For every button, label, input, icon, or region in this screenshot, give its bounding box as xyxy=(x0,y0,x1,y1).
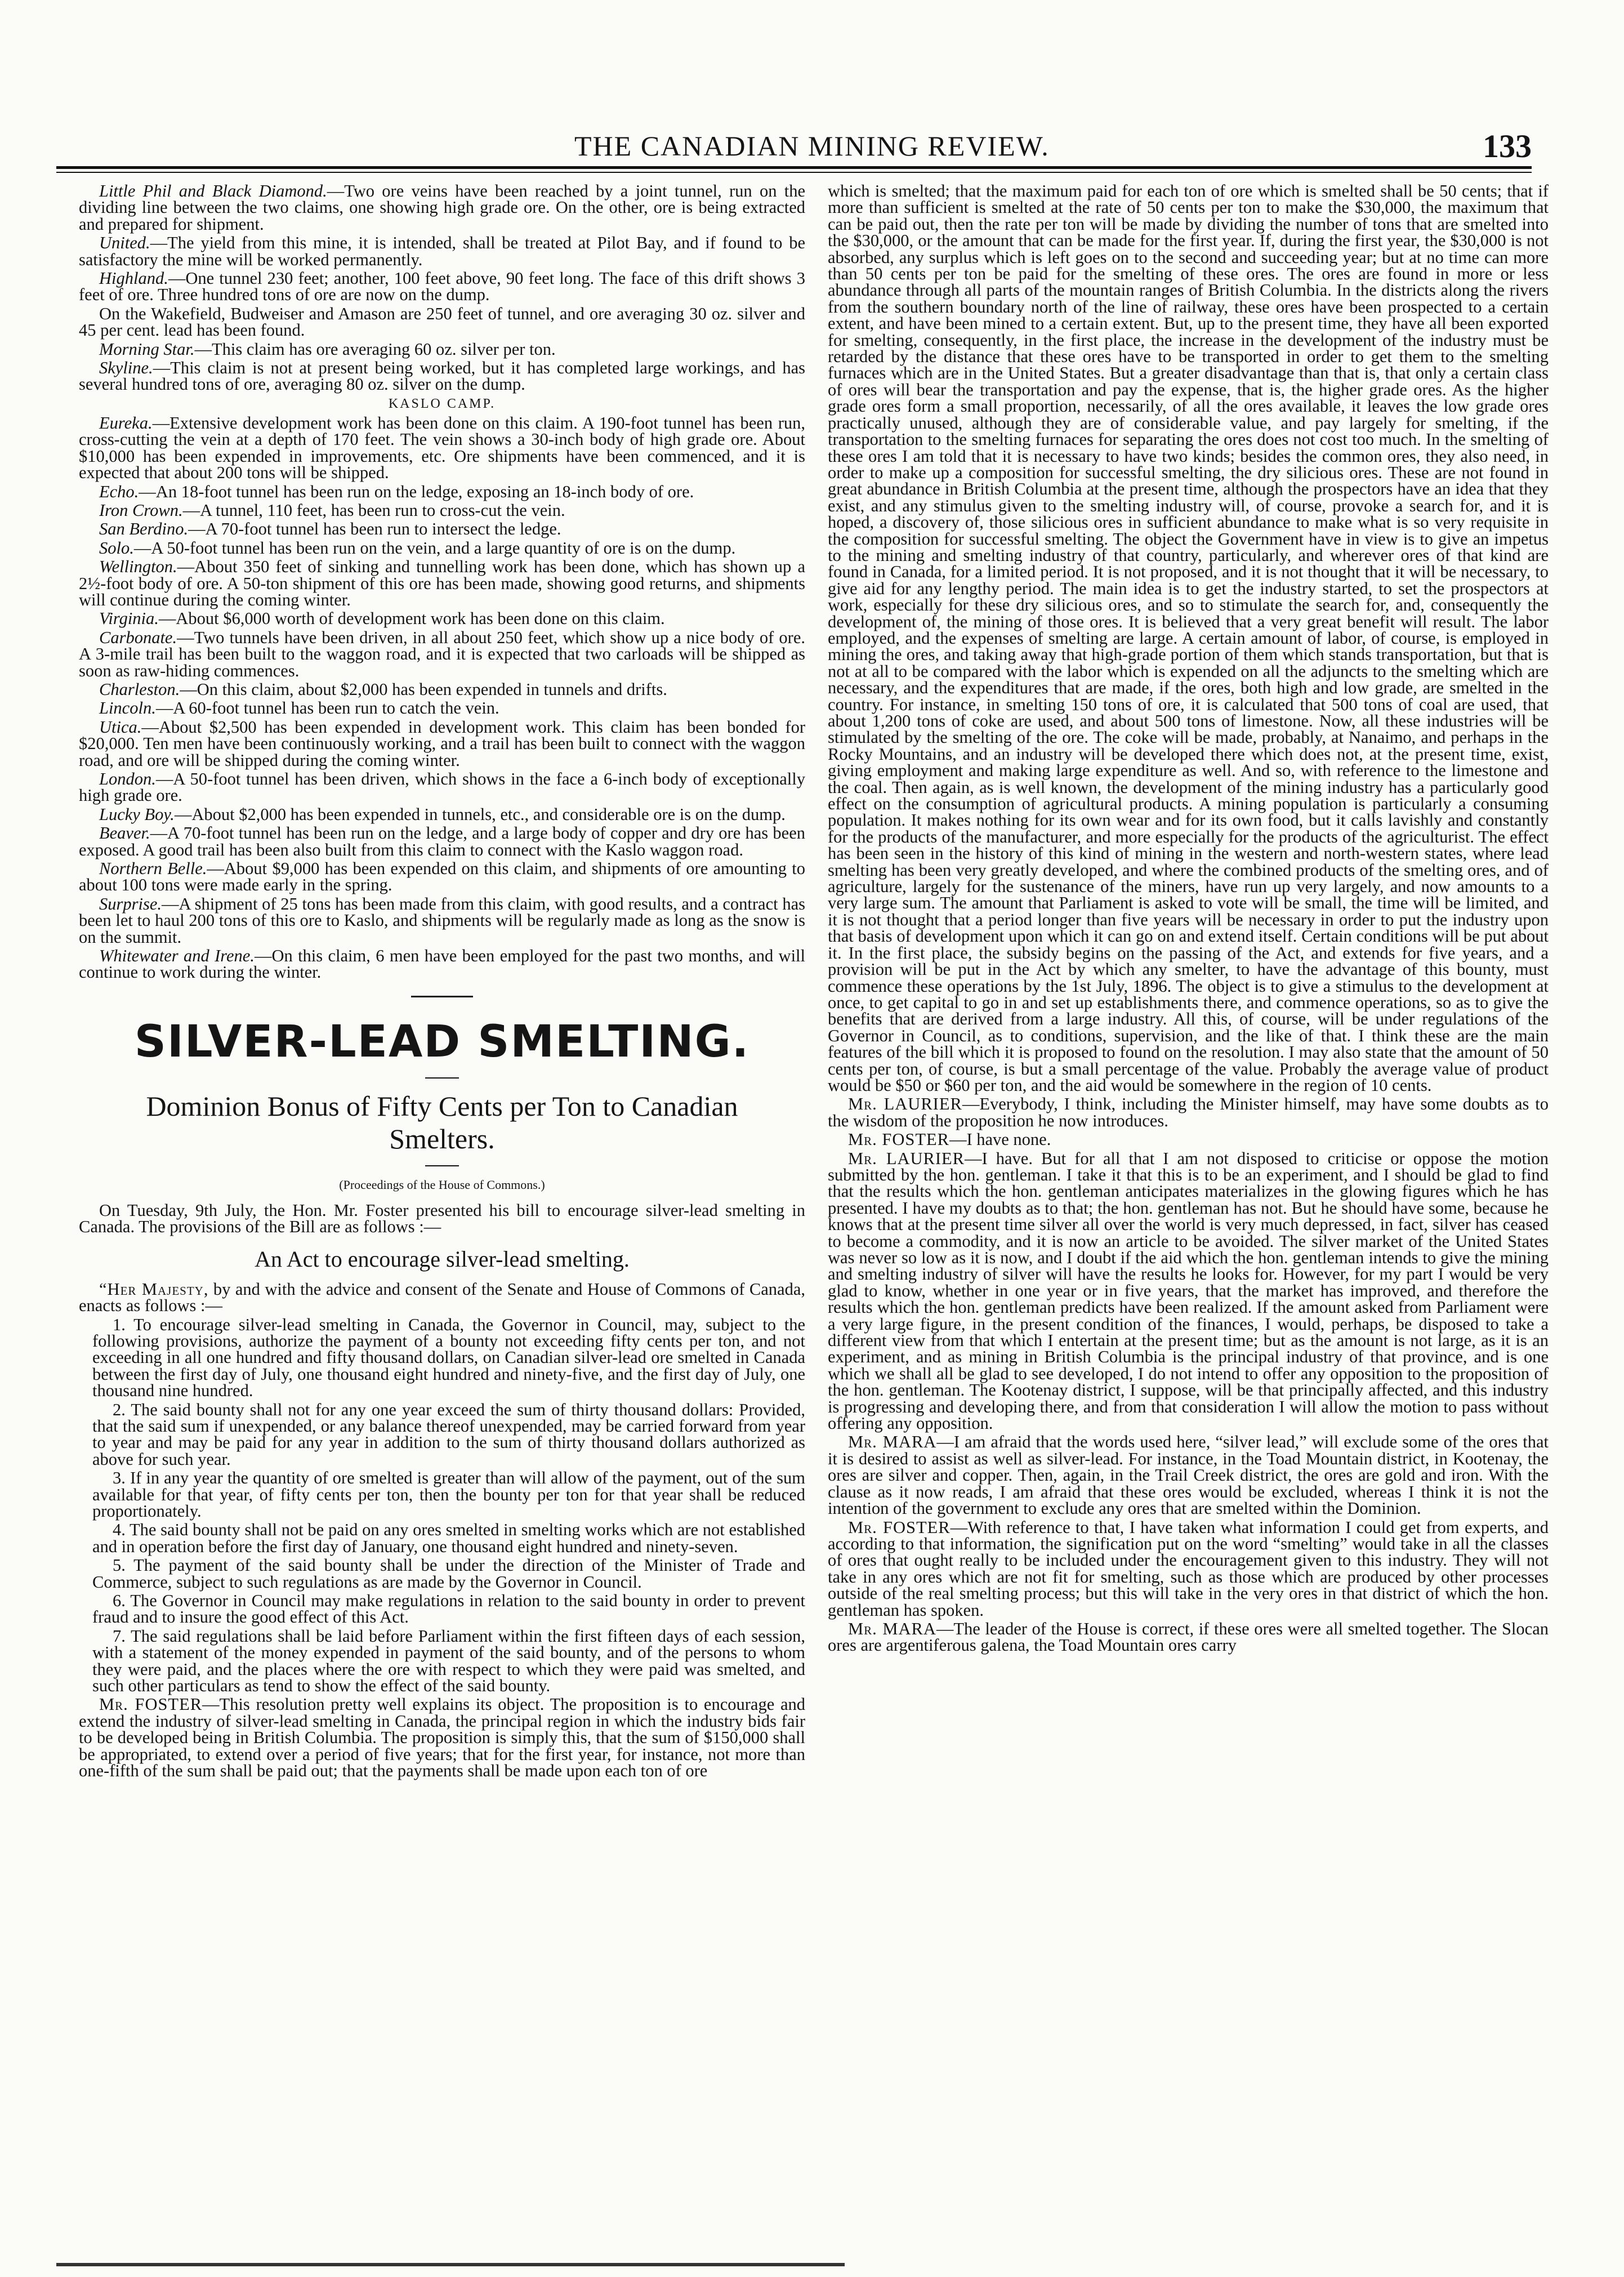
act-clause: 6. The Governor in Council may make regulations in relation to the said bounty in order to prevent fraud and to insure the good effect of this Act. xyxy=(92,1591,805,1627)
speaker-name: Mr. FOSTER xyxy=(848,1130,949,1149)
claim-text: —A 50-foot tunnel has been run on the vein, and a large quantity of ore is on the dump. xyxy=(133,538,736,558)
claim-text: —About 350 feet of sinking and tunnelling work has been done, which has shown up a 2½-foot body of ore. A 50-ton shipment of this ore has been made, showing good returns, and shipments will continue during the coming winter. xyxy=(79,557,805,609)
claim-text: —A 70-foot tunnel has been run on the ledge, and a large body of copper and dry ore has been exposed. A good trail has been also built from this claim to connect with the Kaslo waggon road. xyxy=(79,823,805,859)
claim-text: —Two tunnels have been driven, in all about 250 feet, which show up a nice body of ore. A 3-mile trail has been built to the waggon road, and it is expected that two carloads will be shipped as soon as raw-hiding commences. xyxy=(79,627,805,680)
foster-speech xyxy=(79,1696,805,1779)
header-rule-thick xyxy=(56,166,1532,169)
claim-name: Charleston. xyxy=(99,679,180,699)
claim-paragraph xyxy=(79,611,805,627)
section-title: SILVER-LEAD SMELTING. xyxy=(134,1016,750,1067)
claim-paragraph xyxy=(79,270,805,304)
claim-name: Surprise. xyxy=(99,894,162,914)
left-column xyxy=(79,183,805,2233)
claim-name: Northern Belle. xyxy=(99,859,207,879)
claim-paragraph xyxy=(79,700,805,716)
header-rule-thin xyxy=(56,172,1532,173)
footer-rule xyxy=(56,2263,845,2266)
speech-text: —I have none. xyxy=(949,1130,1051,1149)
claim-paragraph xyxy=(79,861,805,894)
claim-text: —A 60-foot tunnel has been run to catch the vein. xyxy=(155,698,499,718)
claim-paragraph xyxy=(79,825,805,858)
speaker-name: Mr. LAURIER xyxy=(848,1148,965,1168)
claim-name: Echo. xyxy=(99,482,139,501)
claim-name: Lucky Boy. xyxy=(99,804,175,824)
right-column xyxy=(828,183,1549,2233)
claim-paragraph xyxy=(79,341,805,358)
claim-name: San Berdino. xyxy=(99,519,189,539)
claim-name: Utica. xyxy=(99,717,142,737)
speech-text: —With reference to that, I have taken what information I could get from experts, and according to that information, the signification put on the word “smelting” would take in all the classes of ores that ought really to be included under the encouragement given to this industry. They will not take in any ores which are not fit for smelting, such as those which are produced by other processes outside of the real smelting process; but this will take in the very ores in that district of which the hon. gentleman has spoken. xyxy=(828,1517,1549,1620)
claim-name: Whitewater and Irene. xyxy=(99,946,255,966)
debate-paragraph xyxy=(828,1096,1549,1129)
claim-paragraph xyxy=(79,415,805,482)
claims-list-a xyxy=(79,183,805,393)
section-divider xyxy=(411,996,473,997)
claim-text: —About $2,500 has been expended in development work. This claim has been bonded for $20,000. Ten men have been continuously working, and a trail has been built to connect with the waggon road, and ore will be shipped during the coming winter. xyxy=(79,717,805,770)
claim-paragraph xyxy=(79,806,805,823)
preamble-lead: “Her Majesty, xyxy=(99,1279,209,1299)
claim-paragraph xyxy=(79,627,805,680)
claim-text: —The yield from this mine, it is intended, shall be treated at Pilot Bay, and if found to be satisfactory the mine will be worked permanently. xyxy=(79,233,805,269)
kaslo-camp-heading: KASLO CAMP. xyxy=(388,396,496,411)
page-number: 133 xyxy=(1483,128,1532,164)
speech-text: —I am afraid that the words used here, “silver lead,” will exclude some of the ores that it is desired to assist as well as silver-lead. For instance, in the Toad Mountain district, in Kootenay, the ores are silver and copper. Then, again, in the Trail Creek district, the ores are gold and iron. With the clause as it now reads, I am afraid that these ores would be excluded, whereas I think it is not the intention of the government to exclude any ores that are smelted within the Dominion. xyxy=(828,1432,1549,1518)
speaker-name: Mr. FOSTER xyxy=(848,1517,951,1537)
claim-text: —Extensive development work has been done on this claim. A 190-foot tunnel has been run, cross-cutting the vein at a depth of 170 feet. The vein shows a 30-inch body of high grade ore. About $10,000 has been expended in improvements, etc. Ore shipments have been commenced, and it is expected that about 200 tons will be shipped. xyxy=(79,413,805,483)
claim-name: London. xyxy=(99,769,156,788)
act-clauses xyxy=(79,1314,805,1696)
claim-paragraph xyxy=(79,896,805,946)
claim-name: Lincoln. xyxy=(99,698,156,718)
claim-paragraph xyxy=(79,521,805,537)
claim-name: Iron Crown. xyxy=(99,500,183,520)
debate-paragraph xyxy=(828,1434,1549,1517)
claim-name: United. xyxy=(99,233,150,253)
claim-name: Morning Star. xyxy=(99,339,195,359)
claim-text: —An 18-foot tunnel has been run on the ledge, exposing an 18-inch body of ore. xyxy=(139,482,694,501)
intro-paragraph: On Tuesday, 9th July, the Hon. Mr. Foster presented his bill to encourage silver-lead smelting in Canada. The provisions of the Bill are as follows :— xyxy=(79,1200,805,1237)
claim-name: Eureka. xyxy=(99,413,153,433)
claim-paragraph xyxy=(79,235,805,268)
claim-paragraph xyxy=(79,183,805,233)
claim-name: Wellington. xyxy=(99,557,177,577)
article-subtitle: Dominion Bonus of Fifty Cents per Ton to Canadian Smelters. xyxy=(146,1090,738,1155)
claim-paragraph xyxy=(79,948,805,981)
claim-paragraph xyxy=(79,771,805,804)
claim-name: Skyline. xyxy=(99,358,153,378)
act-clause: 3. If in any year the quantity of ore smelted is greater than will allow of the payment, out of the sum available for that year, of fifty cents per ton, then the bounty per ton for that year shall be reduced proportionately. xyxy=(92,1468,805,1521)
claim-text: —About $9,000 has been expended on this claim, and shipments of ore amounting to about 100 tons were made early in the spring. xyxy=(79,859,805,895)
claim-paragraph xyxy=(79,559,805,608)
proceedings-note: (Proceedings of the House of Commons.) xyxy=(339,1177,545,1192)
speaker-name: Mr. LAURIER xyxy=(848,1094,962,1114)
subtitle-rule xyxy=(425,1165,459,1166)
claim-text: —Two ore veins have been reached by a joint tunnel, run on the dividing line between the two claims, one showing high grade ore. On the other, ore is being extracted and prepared for shipment. xyxy=(79,183,805,234)
speech-text: —I have. But for all that I am not disposed to criticise or oppose the motion submitted by the hon. gentleman. I take it that this is to be an experiment, and I should be glad to find that the results which the hon. gentleman anticipates materializes in the glowing figures which he has presented. I have my doubts as to that; the hon. gentleman has not. But he should have some, because he knows that at the present time silver all over the world is very much depressed, in fact, silver has ceased to become a commodity, and it is now an article to be avoided. The silver market of the United States was never so low as it is now, and I doubt if the aid which the hon. gentleman intends to give the mining and smelting industry of silver will have the results he looks for. However, for my part I would be very glad to know, whether in one year or in five years, that the market has improved, and therefore the results which the hon. gentleman predicts have been realized. If the amount asked from Parliament were a very large figure, in the present condition of the finances, I would, perhaps, be disposed to take a different view from that which I entertain at the present time; but as the amount is not large, as it is an experiment, and as mining in British Columbia is the principal industry of that province, and is one which we shall all be glad to see developed, I do not intend to offer any opposition to the proposition of the hon. gentleman. The Kootenay district, I suppose, will be that principally affected, and this industry is progressing and developing there, and from that consideration I will allow the motion to pass without offering any opposition. xyxy=(828,1148,1549,1433)
speech-text: —Everybody, I think, including the Minister himself, may have some doubts as to the wisdom of the proposition he now introduces. xyxy=(828,1094,1549,1130)
speech-text: —This resolution pretty well explains its object. The proposition is to encourage and extend the industry of silver-lead smelting in Canada, the principal region in which the industry bids fair to be developed being in British Columbia. The proposition is simply this, that the sum of $150,000 shall be appropriated, to extend over a period of five years; that for the first year, for instance, not more than one-fifth of the sum shall be paid out; that the payments shall be made upon each ton of ore xyxy=(79,1695,805,1781)
running-head: THE CANADIAN MINING REVIEW. xyxy=(574,130,1050,162)
claim-text: —One tunnel 230 feet; another, 100 feet above, 90 feet long. The face of this drift shows 3 feet of ore. Three hundred tons of ore are now on the dump. xyxy=(79,269,805,305)
speaker-name: Mr. MARA xyxy=(848,1432,937,1452)
debate-exchanges xyxy=(828,1096,1549,1654)
claim-text: —This claim has ore averaging 60 oz. silver per ton. xyxy=(194,339,556,359)
act-preamble xyxy=(79,1281,805,1314)
claim-paragraph xyxy=(79,540,805,556)
claim-paragraph xyxy=(79,360,805,393)
claim-name: Solo. xyxy=(99,538,134,558)
claim-text: —About $2,000 has been expended in tunnels, etc., and considerable ore is on the dump. xyxy=(174,804,786,824)
act-title: An Act to encourage silver-lead smelting. xyxy=(255,1246,630,1272)
claim-text: —A tunnel, 110 feet, has been run to cross-cut the vein. xyxy=(182,500,565,520)
claim-paragraph xyxy=(79,502,805,519)
debate-paragraph xyxy=(828,1517,1549,1620)
claim-text: On the Wakefield, Budweiser and Amason are 250 feet of tunnel, and ore averaging 30 oz. silver and 45 per cent. lead has been found. xyxy=(79,304,805,340)
act-clause: 7. The said regulations shall be laid before Parliament within the first fifteen days of each session, with a statement of the money expended in payment of the said bounty, and of the persons to whom they were paid, and the places where the ore with respect to which they were paid was smelted, and such other particulars as tend to show the effect of the said bounty. xyxy=(92,1626,805,1696)
act-clause: 1. To encourage silver-lead smelting in Canada, the Governor in Council, may, subject to the following provisions, authorize the payment of a bounty not exceeding fifty cents per ton, and not exceeding in all one hundred and fifty thousand dollars, on Canadian silver-lead ore smelted in Canada between the first day of July, one thousand eight hundred and ninety-five, and the first day of July, one thousand nine hundred. xyxy=(92,1314,805,1401)
claim-text: —A 50-foot tunnel has been driven, which shows in the face a 6-inch body of exceptionally high grade ore. xyxy=(79,769,805,805)
claim-text: —A shipment of 25 tons has been made from this claim, with good results, and a contract has been let to haul 200 tons of this ore to Kaslo, and shipments will be regularly made as long as the snow is on the summit. xyxy=(79,894,805,947)
debate-paragraph xyxy=(828,1131,1549,1148)
claim-paragraph xyxy=(79,719,805,769)
claim-text: —A 70-foot tunnel has been run to intersect the ledge. xyxy=(188,519,561,539)
claim-text: —About $6,000 worth of development work has been done on this claim. xyxy=(158,609,665,629)
claim-text: —On this claim, 6 men have been employed for the past two months, and will continue to work during the winter. xyxy=(79,946,805,982)
speaker-name: Mr. MARA xyxy=(848,1619,936,1638)
claim-name: Highland. xyxy=(99,269,168,288)
preamble-text: by and with the advice and consent of the Senate and House of Commons of Canada, enacts as follows :— xyxy=(79,1279,805,1316)
speaker-name: Mr. FOSTER xyxy=(99,1695,203,1714)
speech-text: —The leader of the House is correct, if these ores were all smelted together. The Slocan ores are argentiferous galena, the Toad Mountain ores carry xyxy=(828,1619,1549,1655)
act-clause: 4. The said bounty shall not be paid on any ores smelted in smelting works which are not established and in operation before the first day of January, one thousand eight hundred and ninety-seven. xyxy=(92,1520,805,1556)
claim-text: —On this claim, about $2,000 has been expended in tunnels and drifts. xyxy=(180,679,667,699)
debate-paragraph xyxy=(828,1621,1549,1654)
claims-list-b xyxy=(79,415,805,981)
claim-paragraph xyxy=(79,306,805,339)
claim-text: —This claim is not at present being worked, but it has completed large workings, and has several hundred tons of ore, averaging 80 oz. silver on the dump. xyxy=(79,358,805,394)
claim-paragraph xyxy=(79,484,805,500)
debate-paragraph xyxy=(828,1148,1549,1433)
claim-name: Beaver. xyxy=(99,823,150,843)
act-clause: 5. The payment of the said bounty shall be under the direction of the Minister of Trade and Commerce, subject to such regulations as are made by the Governor in Council. xyxy=(92,1556,805,1592)
title-rule xyxy=(425,1077,459,1079)
claim-name: Carbonate. xyxy=(99,627,177,647)
claim-paragraph xyxy=(79,681,805,698)
claim-name: Virginia. xyxy=(99,609,159,629)
act-clause: 2. The said bounty shall not for any one year exceed the sum of thirty thousand dollars: Provided, that the said sum if unexpended, or any balance thereof unexpended, may be carried forward from year to year and may be paid for any year in addition to the sum of thirty thousand dollars authorized as above for such year. xyxy=(92,1400,805,1469)
foster-speech-continued: which is smelted; that the maximum paid for each ton of ore which is smelted shall be 50 cents; that if more than sufficient is smelted at the rate of 50 cents per ton to make the $30,000, the maximum that can be paid out, then the rate per ton will be made by dividing the number of tons that are smelted into the $30,000, or the amount that can be made for the first year. If, during the first year, the $30,000 is not absorbed, any surplus which is left goes on to the second and succeeding year; but at no time can more than 50 cents per ton be paid for the smelting of these ores. The ores are found in more or less abundance through all parts of the mountain ranges of British Columbia. In the districts along the rivers from the southern boundary north of the line of railway, these ores have been prospected to a certain extent, and have been mined to a certain extent. But, up to the present time, they have all been exported for smelting, consequently, in the first place, the increase in the development of the industry must be retarded by the distance that these ores have to be transported in order to get them to the smelting furnaces which are in the United States. But a greater disadvantage than that is, that only a certain class of ores will bear the transportation and pay the expense, that is, the higher grade ores. As the higher grade ores form a small proportion, necessarily, of all the ores available, it leaves the low grade ores practically unused, although they are of considerable value, and pay largely for smelting, if the transportation to the smelting furnaces for separating the ores does not cost too much. In the smelting of these ores I am told that it is necessary to have two kinds; besides the common ores, they also need, in order to make up a composition for successful smelting, the dry silicious ores. These are not found in great abundance in British Columbia at the present time, although the prospectors have an idea that they exist, and any stimulus given to the smelting industry will, of course, provoke a search for, and it is hoped, a discovery of, those silicious ores in sufficient abundance to make what is so very requisite in the composition for successful smelting. The object the Government have in view is to give an impetus to the mining and smelting industry of that country, particularly, and wherever ores of that kind are found in Canada, for a limited period. It is not proposed, and it is not thought that it will be necessary, to give aid for any lengthy period. The main idea is to get the industry started, to set the prospectors at work, especially for these dry silicious ores, and so to stimulate the search for, and, consequently the development of, the mining of those ores. It is believed that a very great benefit will result. The labor employed, and the expenses of smelting are large. A certain amount of labor, of course, is employed in mining the ores, and taking away that high-grade portion of them which stands transportation, but that is not at all to be compared with the labor which is expended on all the adjuncts to the smelting which are necessary, and the expenditures that are made, if the ores, both high and low grade, are smelted in the country. For instance, in smelting 150 tons of ore, it is calculated that 500 tons of coal are used, that about 1,200 tons of coke are used, and about 500 tons of limestone. Now, all these industries will be stimulated by the smelting of the ore. The coke will be made, probably, at Nanaimo, and perhaps in the Rocky Mountains, and an industry will be developed there which does not, at the present time, exist, giving employment and making large expenditure as well. And so, with reference to the limestone and the coal. Then again, as is well known, the development of the mining industry has a particularly good effect on the consumption of agricultural products. A mining population is particularly a consuming population. It makes nothing for its own wear and for its own food, but it calls lavishly and constantly for the products of the manufacturer, and more especially for the products of the agriculturist. The effect has been seen in the history of this kind of mining in the western and north-western states, where lead smelting has been very greatly developed, and where the combined products of the smelting ores, and of agriculture, largely for the sustenance of the miners, have run up very largely, and now amounts to a very large sum. The amount that Parliament is asked to vote will be small, the time will be limited, and it is not thought that a period longer than five years will be necessary in order to put the industry upon that basis of development upon which it can go on and extend itself. Certain conditions will be put about it. In the first place, the subsidy begins on the passing of the Act, and extends for five years, and a provision will be put in the Act by which any smelter, to have the advantage of this bounty, must commence these operations by the 1st July, 1896. The object is to give a stimulus to the development at once, to get capital to go in and set up establishments there, and commence operations, so as to give the benefits that are derived from a large industry. All this, of course, will be under regulations of the Governor in Council, as to conditions, supervision, and the like of that. I think these are the main features of the bill which it is proposed to found on the resolution. I may also state that the amount of 50 cents per ton, of course, is but a small percentage of the value. Probably the average value of product would be $50 or $60 per ton, and the aid would be somewhere in the region of 10 cents. xyxy=(828,183,1549,1095)
claim-name: Little Phil and Black Diamond. xyxy=(99,183,327,200)
